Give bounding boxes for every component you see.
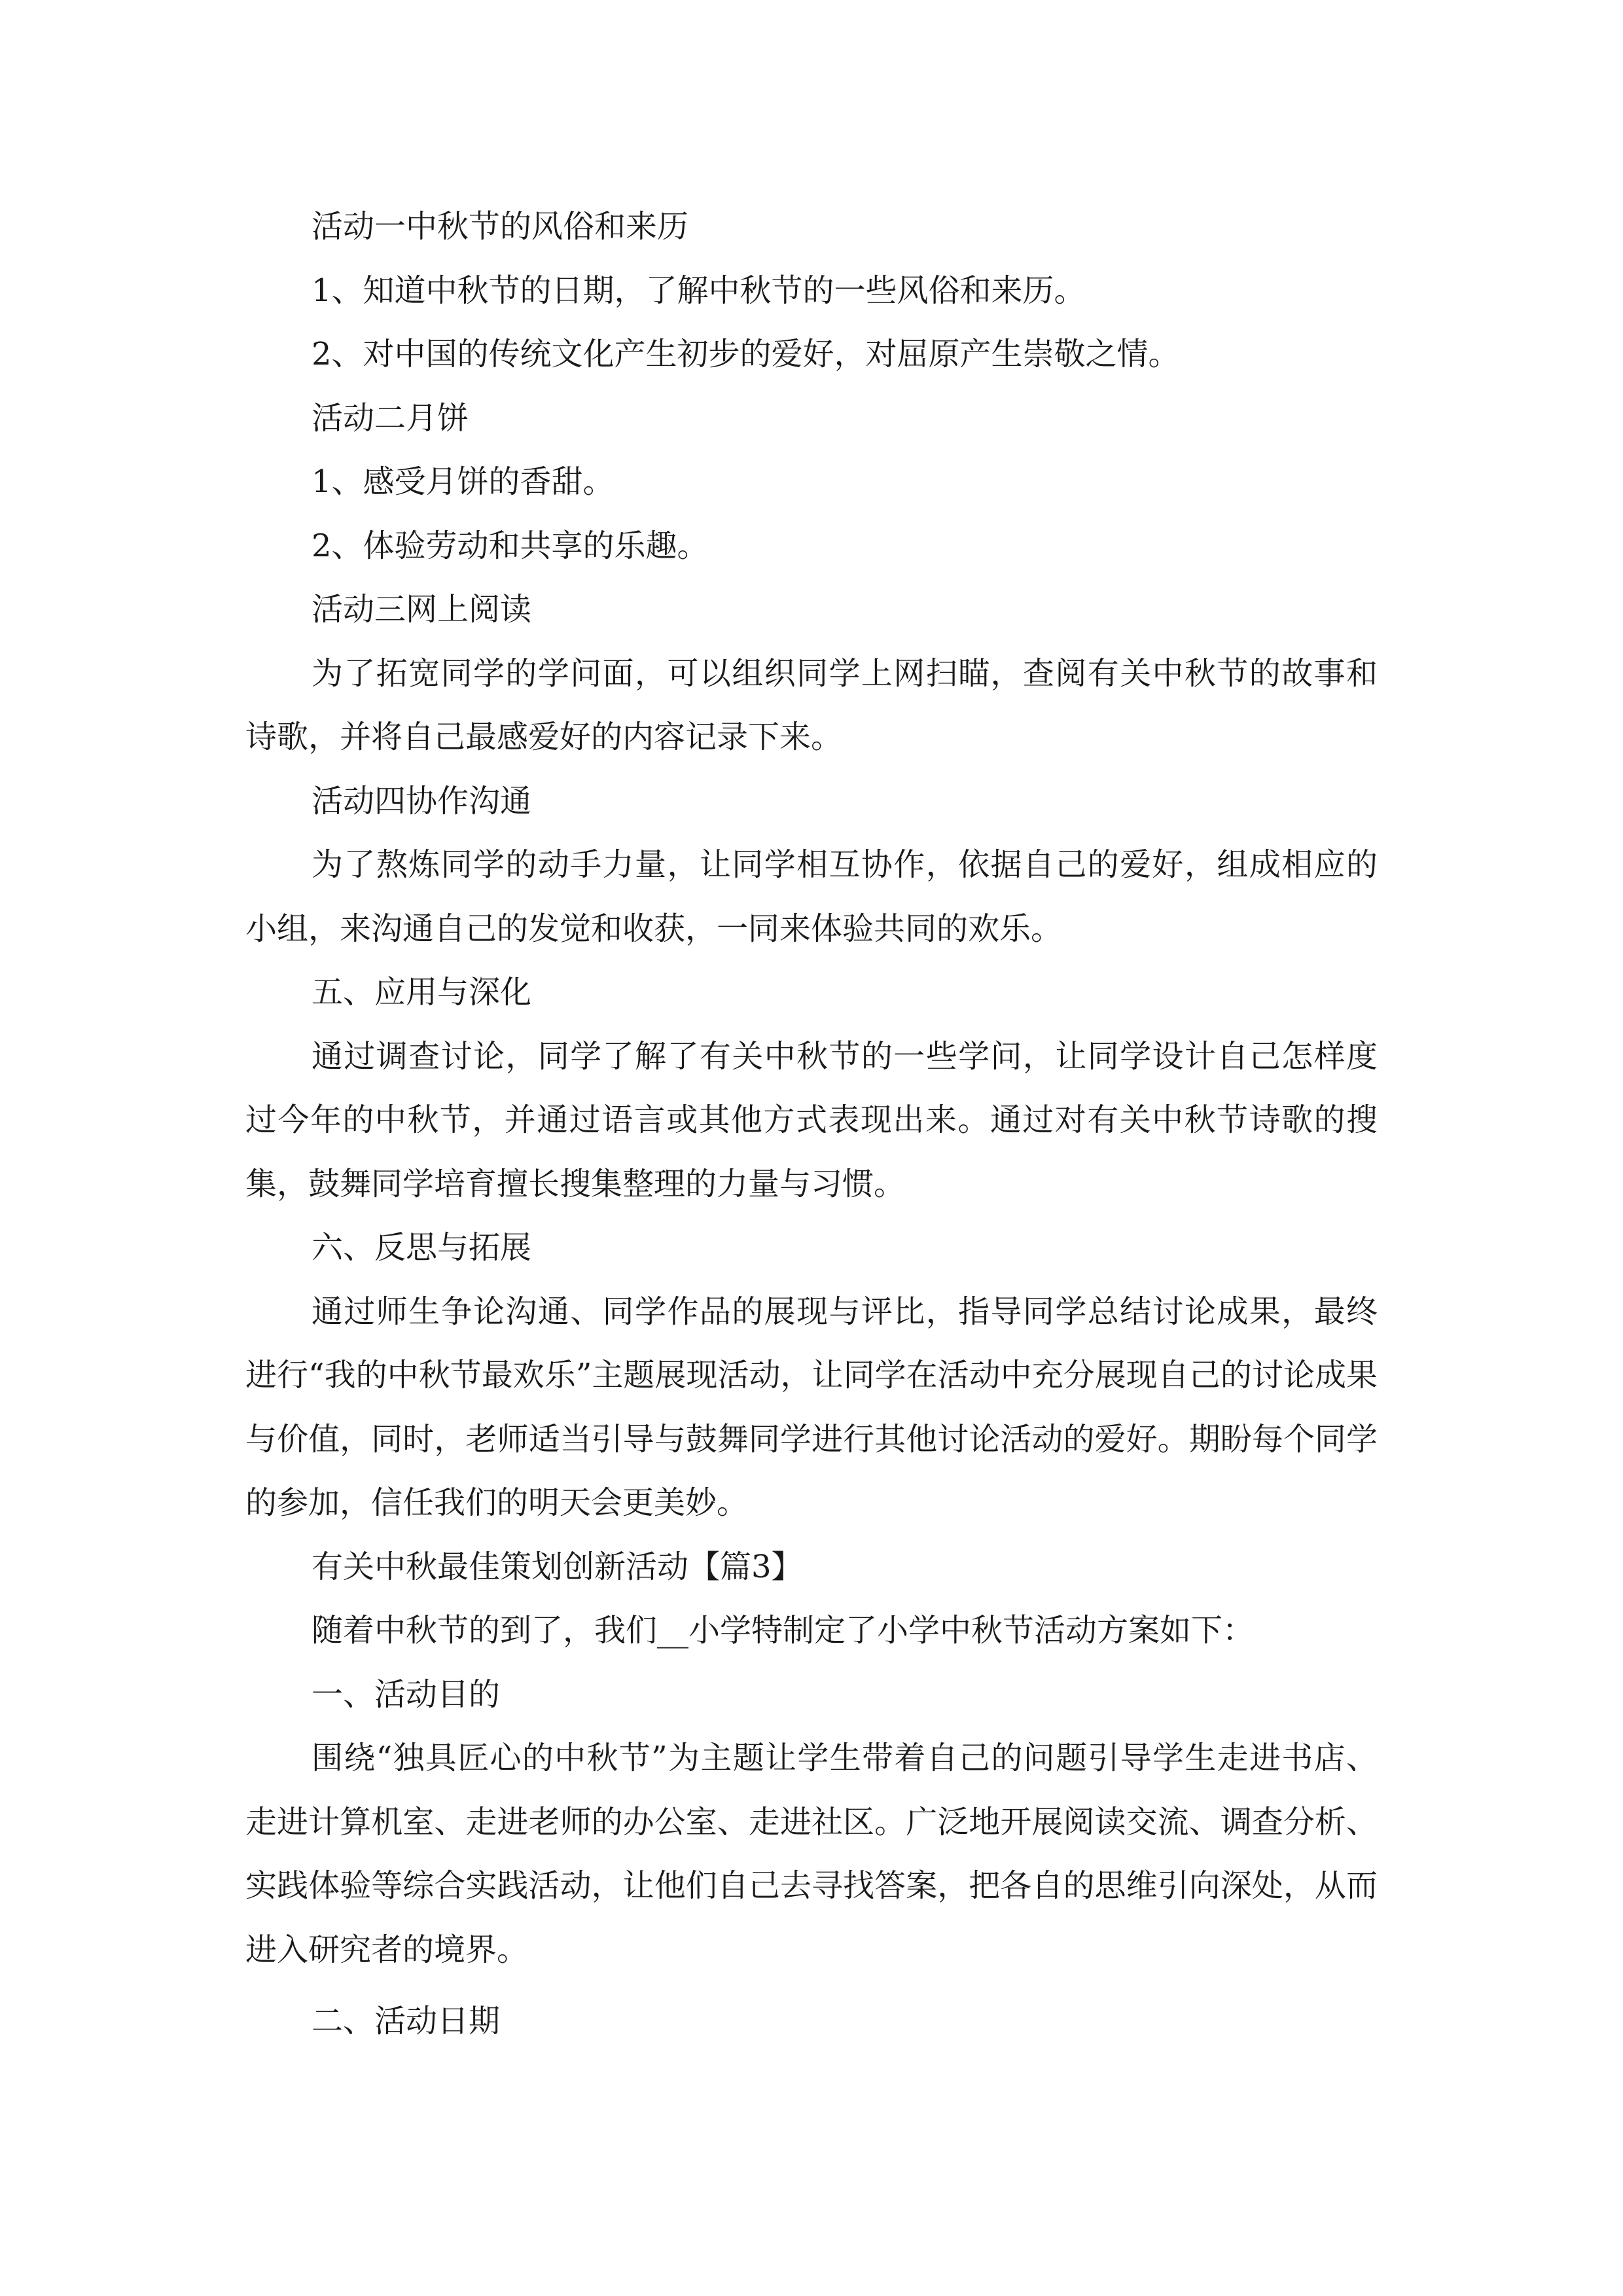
- list-item: 2、体验劳动和共享的乐趣。: [312, 527, 709, 564]
- heading-activity-2: 活动二月饼: [312, 399, 469, 437]
- heading-purpose: 一、活动目的: [312, 1676, 501, 1713]
- intro-paragraph: 随着中秋节的到了，我们__小学特制定了小学中秋节活动方案如下：: [312, 1612, 1255, 1649]
- heading-activity-4: 活动四协作沟通: [312, 782, 532, 819]
- body-paragraph: 通过师生争论沟通、同学作品的展现与评比，指导同学总结讨论成果，最终进行“我的中秋节最欢乐”主题展现活动，让同学在活动中充分展现自己的讨论成果与价值，同时，老师适当引导与鼓舞同学进行其他讨论活动的爱好。期盼每个同学的参加，信任我们的明天会更美妙。: [245, 1293, 1378, 1521]
- heading-section-5: 五、应用与深化: [312, 974, 532, 1011]
- article-title: 有关中秋最佳策划创新活动【篇3】: [312, 1548, 803, 1585]
- paragraph-spacer: [245, 1982, 1378, 1990]
- body-paragraph: 通过调查讨论，同学了解了有关中秋节的一些学问，让同学设计自己怎样度过今年的中秋节，并通过语言或其他方式表现出来。通过对有关中秋节诗歌的搜集，鼓舞同学培育擅长搜集整理的力量与习惯。: [245, 1037, 1378, 1202]
- body-paragraph: 围绕“独具匠心的中秋节”为主题让学生带着自己的问题引导学生走进书店、走进计算机室、走进老师的办公室、走进社区。广泛地开展阅读交流、调查分析、实践体验等综合实践活动，让他们自己去寻找答案，把各自的思维引向深处，从而进入研究者的境界。: [245, 1740, 1378, 1968]
- body-paragraph: 为了熬炼同学的动手力量，让同学相互协作，依据自己的爱好，组成相应的小组，来沟通自己的发觉和收获，一同来体验共同的欢乐。: [245, 846, 1378, 947]
- list-item: 1、知道中秋节的日期，了解中秋节的一些风俗和来历。: [312, 272, 1086, 309]
- list-item: 2、对中国的传统文化产生初步的爱好，对屈原产生崇敬之情。: [312, 336, 1180, 372]
- heading-activity-1: 活动一中秋节的风俗和来历: [312, 208, 689, 245]
- heading-section-6: 六、反思与拓展: [312, 1229, 532, 1266]
- heading-date: 二、活动日期: [312, 2003, 501, 2039]
- heading-activity-3: 活动三网上阅读: [312, 591, 532, 628]
- document-body: [245, 195, 1378, 2054]
- body-paragraph: 为了拓宽同学的学问面，可以组织同学上网扫瞄，查阅有关中秋节的故事和诗歌，并将自己最感爱好的内容记录下来。: [245, 655, 1378, 755]
- list-item: 1、感受月饼的香甜。: [312, 463, 615, 500]
